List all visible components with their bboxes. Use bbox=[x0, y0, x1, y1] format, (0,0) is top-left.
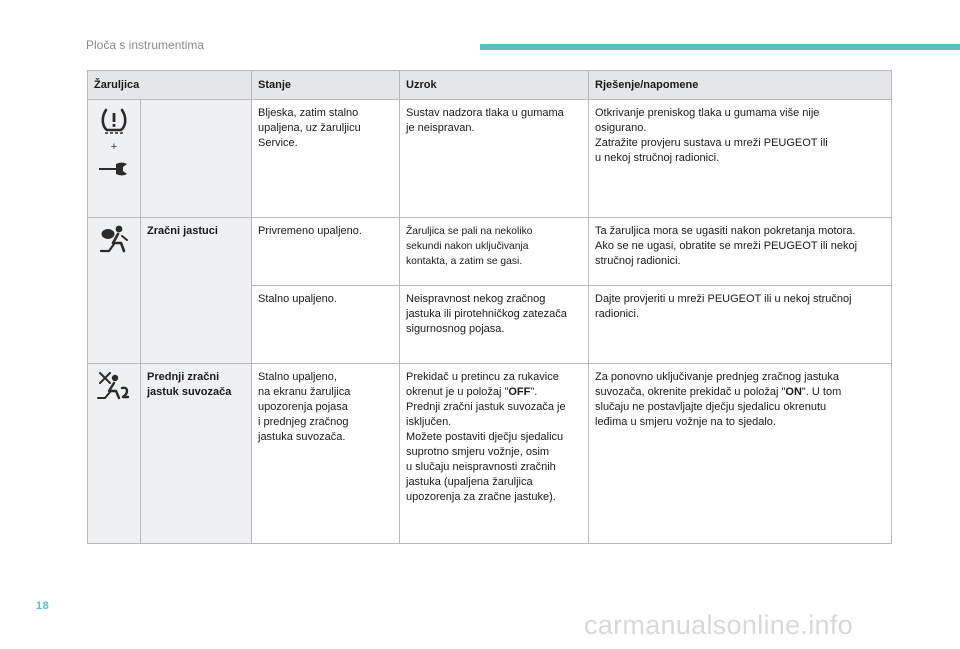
table-header-row bbox=[88, 71, 892, 100]
warning-lamps-table bbox=[87, 70, 892, 544]
service-wrench-icon bbox=[98, 161, 130, 177]
watermark: carmanualsonline.info bbox=[584, 610, 853, 640]
passenger-airbag-cause bbox=[400, 364, 589, 544]
header-accent-bar bbox=[480, 44, 960, 50]
lamp-icon-cell bbox=[88, 364, 141, 544]
col-header-cause: Uzrok bbox=[400, 71, 589, 100]
airbags-cause-permanent: Neispravnost nekog zračnog jastuka ili pirotehničkog zatezača sigurnosnog pojasa. bbox=[400, 286, 589, 364]
page-number: 18 bbox=[36, 600, 50, 612]
airbag-warning-icon bbox=[98, 224, 130, 254]
lamp-name-cell bbox=[141, 100, 252, 218]
airbags-name: Zračni jastuci bbox=[141, 218, 252, 364]
col-header-state: Stanje bbox=[252, 71, 400, 100]
lamp-icon-cell bbox=[88, 100, 141, 218]
col-header-solution: Rješenje/napomene bbox=[589, 71, 892, 100]
passenger-airbag-solution bbox=[589, 364, 892, 544]
airbags-solution-temporary: Ta žaruljica mora se ugasiti nakon pokretanja motora. Ako se ne ugasi, obratite se mreži PEUGEOT ili nekoj stručnoj radionici. bbox=[589, 218, 892, 286]
tpms-state: Bljeska, zatim stalno upaljena, uz žaruljicu Service. bbox=[252, 100, 400, 218]
lamp-icon-cell bbox=[88, 218, 141, 364]
table-row bbox=[88, 218, 892, 286]
airbags-solution-permanent: Dajte provjeriti u mreži PEUGEOT ili u nekoj stručnoj radionici. bbox=[589, 286, 892, 364]
solution-text-b: ". U tom slučaju ne postavljajte dječju sjedalicu okrenutu leđima u smjeru vožnje na to sjedalo. bbox=[595, 386, 842, 428]
table-row bbox=[88, 364, 892, 544]
cause-text-b: ". Prednji zračni jastuk suvozača je isključen. Možete postaviti dječju sjedalicu suprotno smjeru vožnje, osim u slučaju neispravnosti zračnih jastuka (upaljena žaruljica upozorenja za zračne jastuke). bbox=[406, 386, 566, 503]
passenger-airbag-name: Prednji zračni jastuk suvozača bbox=[141, 364, 252, 544]
solution-text-a: Za ponovno uključivanje prednjeg zračnog jastuka suvozača, okrenite prekidač u položaj " bbox=[595, 371, 839, 398]
table-row bbox=[88, 100, 892, 218]
plus-sign: + bbox=[110, 141, 118, 153]
tpms-solution: Otkrivanje preniskog tlaka u gumama više nije osigurano. Zatražite provjeru sustava u mreži PEUGEOT ili u nekoj stručnoj radionici. bbox=[589, 100, 892, 218]
on-keyword: ON bbox=[785, 386, 802, 398]
airbags-state-temporary: Privremeno upaljeno. bbox=[252, 218, 400, 286]
passenger-airbag-off-icon bbox=[96, 370, 132, 402]
page-header-title: Ploča s instrumentima bbox=[86, 38, 205, 52]
col-header-lamp: Žaruljica bbox=[88, 71, 252, 100]
airbags-state-permanent: Stalno upaljeno. bbox=[252, 286, 400, 364]
airbags-cause-temporary: Žaruljica se pali na nekoliko sekundi nakon uključivanja kontakta, a zatim se gasi. bbox=[400, 218, 589, 286]
passenger-airbag-state: Stalno upaljeno, na ekranu žaruljica upozorenja pojasa i prednjeg zračnog jastuka suvozača. bbox=[252, 364, 400, 544]
cause-text-a: Prekidač u pretincu za rukavice okrenut je u položaj " bbox=[406, 371, 559, 398]
tyre-pressure-warning-icon bbox=[99, 106, 129, 134]
off-keyword: OFF bbox=[508, 386, 531, 398]
tpms-cause: Sustav nadzora tlaka u gumama je neispravan. bbox=[400, 100, 589, 218]
